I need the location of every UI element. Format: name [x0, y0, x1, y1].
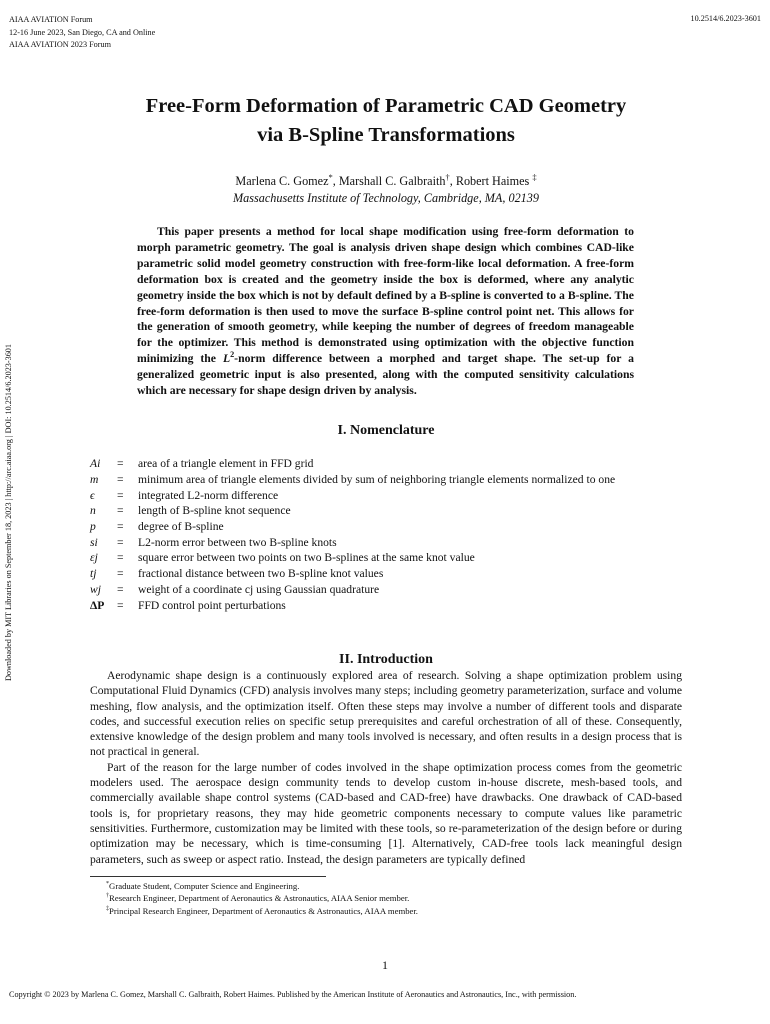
nomenclature-equals: =	[117, 567, 124, 581]
nomenclature-row	[90, 566, 615, 582]
nomenclature-equals: =	[117, 457, 124, 471]
footnote-text: Research Engineer, Department of Aeronautics & Astronautics, AIAA Senior member.	[109, 893, 410, 904]
introduction-body	[90, 668, 682, 867]
footnote-mark: †	[106, 893, 110, 900]
math-symbol: L	[222, 352, 231, 366]
nomenclature-equals: =	[117, 473, 124, 487]
author-name: Robert Haimes	[455, 174, 530, 188]
title-line-1: Free-Form Deformation of Parametric CAD Geometry	[145, 95, 627, 117]
nomenclature-description: fractional distance between two B-spline knot values	[138, 567, 384, 581]
nomenclature-equals: =	[117, 488, 124, 502]
author-block	[90, 173, 682, 207]
section-heading-introduction: II. Introduction	[339, 652, 433, 667]
nomenclature-description: FFD control point perturbations	[138, 598, 286, 612]
header-line: AIAA AVIATION Forum	[9, 15, 93, 24]
nomenclature-description: weight of a coordinate cj using Gaussian quadrature	[138, 582, 380, 596]
page-number: 1	[382, 958, 388, 972]
footnotes	[106, 880, 418, 917]
nomenclature-symbol: ϵ	[90, 488, 95, 502]
nomenclature-description: length of B-spline knot sequence	[138, 504, 291, 518]
nomenclature-row	[90, 582, 615, 598]
nomenclature-description: degree of B-spline	[138, 520, 224, 534]
abstract-text: This paper presents a method for local shape modification using free-form deformation to morph parametric geometry. The goal is analysis driven shape design which combines CAD-like parametric solid model geometry construction with free-form-like local deformation. A free-form deformation box is created and the geometry inside the box is deformed, where any analytic geometry inside the box which is not by default defined by a B-spline is converted to a B-spline. The free-form deformation is then used to move the surface B-spline control point net. This allows for the generation of smooth geometry, while keeping the number of degrees of freedom manageable for the optimizer. This method is demonstrated using optimization with the objective function minimizing the	[137, 225, 634, 366]
footnote	[106, 892, 418, 904]
abstract	[137, 224, 634, 399]
copyright-notice: Copyright © 2023 by Marlena C. Gomez, Marshall C. Galbraith, Robert Haimes. Published by the American Institute of Aeronautics and Astronautics, Inc., with permission.	[9, 990, 577, 999]
nomenclature-row	[90, 456, 615, 472]
footnote	[106, 905, 418, 917]
conference-header	[9, 14, 155, 52]
paragraph: Part of the reason for the large number of codes involved in the shape optimization process comes from the geometric modelers used. The aerospace design community tends to develop custom in-house discrete, mesh-based tools, and commercially available shape control systems (CAD-based and CAD-free) have drawbacks. One drawback of CAD-based tools is, for proprietary reasons, they may hide geometric components necessary to compute values like parametric sensitivities. Furthermore, customization may be limited with these tools, so re-parameterization of the design before or during optimization may be necessary, which is time-consuming [1]. Alternatively, CAD-free tools lack meaningful design parameters, such as sweep or aspect ratio. Instead, the design parameters are typically defined	[90, 760, 682, 866]
nomenclature-symbol: n	[90, 504, 96, 518]
author-list: Marlena C. Gomez*, Marshall C. Galbraith†, Robert Haimes ‡	[235, 171, 537, 188]
nomenclature-description: square error between two points on two B-splines at the same knot value	[138, 551, 475, 565]
nomenclature-symbol: p	[90, 520, 96, 534]
nomenclature-row	[90, 597, 615, 613]
footnote-mark: *	[106, 881, 110, 888]
nomenclature-row	[90, 519, 615, 535]
nomenclature-symbol: si	[90, 535, 98, 549]
doi-label[interactable]: 10.2514/6.2023-3601	[690, 14, 761, 23]
nomenclature-equals: =	[117, 551, 124, 565]
author-name: Marlena C. Gomez	[235, 174, 329, 188]
nomenclature-row	[90, 472, 615, 488]
author-name: Marshall C. Galbraith	[338, 174, 446, 188]
nomenclature-equals: =	[117, 504, 124, 518]
affiliation: Massachusetts Institute of Technology, Cambridge, MA, 02139	[233, 191, 539, 205]
footnote-divider	[90, 876, 326, 877]
download-sidebar: Downloaded by MIT Libraries on September 18, 2023 | http://arc.aiaa.org | DOI: 10.2514/6.2023-3601	[4, 344, 13, 682]
nomenclature-equals: =	[117, 535, 124, 549]
math-superscript: 2	[230, 350, 235, 360]
footnote-text: Graduate Student, Computer Science and Engineering.	[109, 881, 300, 891]
nomenclature-symbol: m	[90, 473, 99, 487]
footnote-mark: ‡	[106, 905, 110, 912]
nomenclature-symbol: Ai	[90, 457, 101, 471]
paragraph: Aerodynamic shape design is a continuously explored area of research. Solving a shape optimization problem using Computational Fluid Dynamics (CFD) analysis involves many steps; including geometry parameterization, surface and volume meshing, flow analysis, and the optimization itself. Often these steps may involve a number of different tools and disparate codes, and successful execution relies on specific setup prerequisites and careful orchestration of all of these. Consequently, extensive knowledge of the design problem and many tools involved is necessary, and often results in a design process that is not practical in general.	[90, 669, 682, 759]
title-line-2: via B-Spline Transformations	[257, 124, 515, 146]
nomenclature-list	[90, 456, 615, 613]
footnote-mark: ‡	[532, 171, 537, 182]
footnote-mark: †	[445, 171, 450, 182]
nomenclature-description: area of a triangle element in FFD grid	[138, 457, 314, 471]
nomenclature-row	[90, 487, 615, 503]
footnote-mark: *	[328, 171, 333, 182]
header-line: AIAA AVIATION 2023 Forum	[9, 40, 111, 49]
nomenclature-description: L2-norm error between two B-spline knots	[138, 535, 337, 549]
nomenclature-equals: =	[117, 598, 124, 612]
nomenclature-symbol: ΔP	[90, 598, 105, 612]
footnote	[106, 880, 418, 892]
nomenclature-symbol: wj	[90, 582, 101, 596]
nomenclature-row	[90, 503, 615, 519]
nomenclature-row	[90, 534, 615, 550]
abstract-text: -norm difference between a morphed and target shape. The set-up for a generalized geometric input is also presented, along with the computed sensitivity calculations which are necessary for shape design driven by analysis.	[137, 352, 635, 398]
nomenclature-equals: =	[117, 582, 124, 596]
nomenclature-row	[90, 550, 615, 566]
footnote-text: Principal Research Engineer, Department of Aeronautics & Astronautics, AIAA member.	[109, 905, 418, 916]
nomenclature-description: integrated L2-norm difference	[138, 488, 279, 502]
nomenclature-description: minimum area of triangle elements divided by sum of neighboring triangle elements normalized to one	[138, 473, 616, 487]
nomenclature-equals: =	[117, 520, 124, 534]
header-line: 12-16 June 2023, San Diego, CA and Online	[9, 27, 156, 37]
nomenclature-symbol: tj	[90, 567, 97, 581]
paper-title	[90, 92, 682, 150]
section-heading-nomenclature: I. Nomenclature	[337, 423, 435, 438]
nomenclature-symbol: εj	[90, 551, 98, 565]
